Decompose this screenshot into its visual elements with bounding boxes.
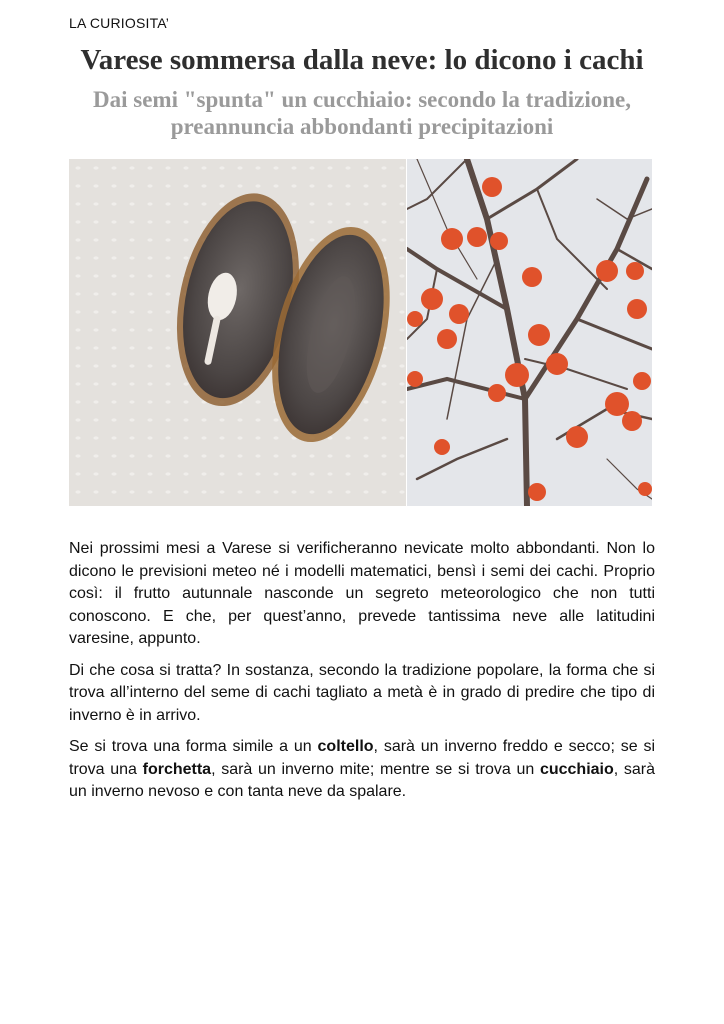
paragraph-3-text: , sarà un inverno nevoso e con tanta neve da spalare. xyxy=(69,760,656,800)
persimmon-tree-photo xyxy=(407,159,652,506)
keyword-forchetta: forchetta xyxy=(142,760,212,778)
paragraph-3-text: , sarà un inverno mite; mentre se si trova un xyxy=(211,760,540,778)
paragraph-3 xyxy=(69,736,655,804)
subheadline: Dai semi "spunta" un cucchiaio: secondo la tradizione, preannuncia abbondanti precipitazioni xyxy=(93,87,631,139)
paragraph-3-text: Se si trova una forma simile a un xyxy=(69,738,318,755)
article-body xyxy=(69,538,655,813)
seed-photo xyxy=(69,159,406,506)
headline: Varese sommersa dalla neve: lo dicono i cachi xyxy=(80,44,644,76)
paragraph-1: Nei prossimi mesi a Varese si verificheranno nevicate molto abbondanti. Non lo dicono le previsioni meteo né i modelli matematici, bensì i semi dei cachi. Proprio così: il frutto autunnale nasconde un segreto meteorologico che non tutti conoscono. E che, per quest’anno, prevede tantissima neve alle latitudini varesine, appunto. xyxy=(69,540,655,647)
paragraph-3-text: , sarà un inverno freddo e secco; se si trova una xyxy=(69,738,655,778)
kicker: LA CURIOSITA’ xyxy=(69,15,170,31)
keyword-coltello: coltello xyxy=(317,738,374,755)
keyword-cucchiaio: cucchiaio xyxy=(539,760,614,778)
paragraph-2: Di che cosa si tratta? In sostanza, secondo la tradizione popolare, la forma che si trova all’interno del seme di cachi tagliato a metà è in grado di predire che tipo di inverno è in arrivo. xyxy=(69,661,655,724)
